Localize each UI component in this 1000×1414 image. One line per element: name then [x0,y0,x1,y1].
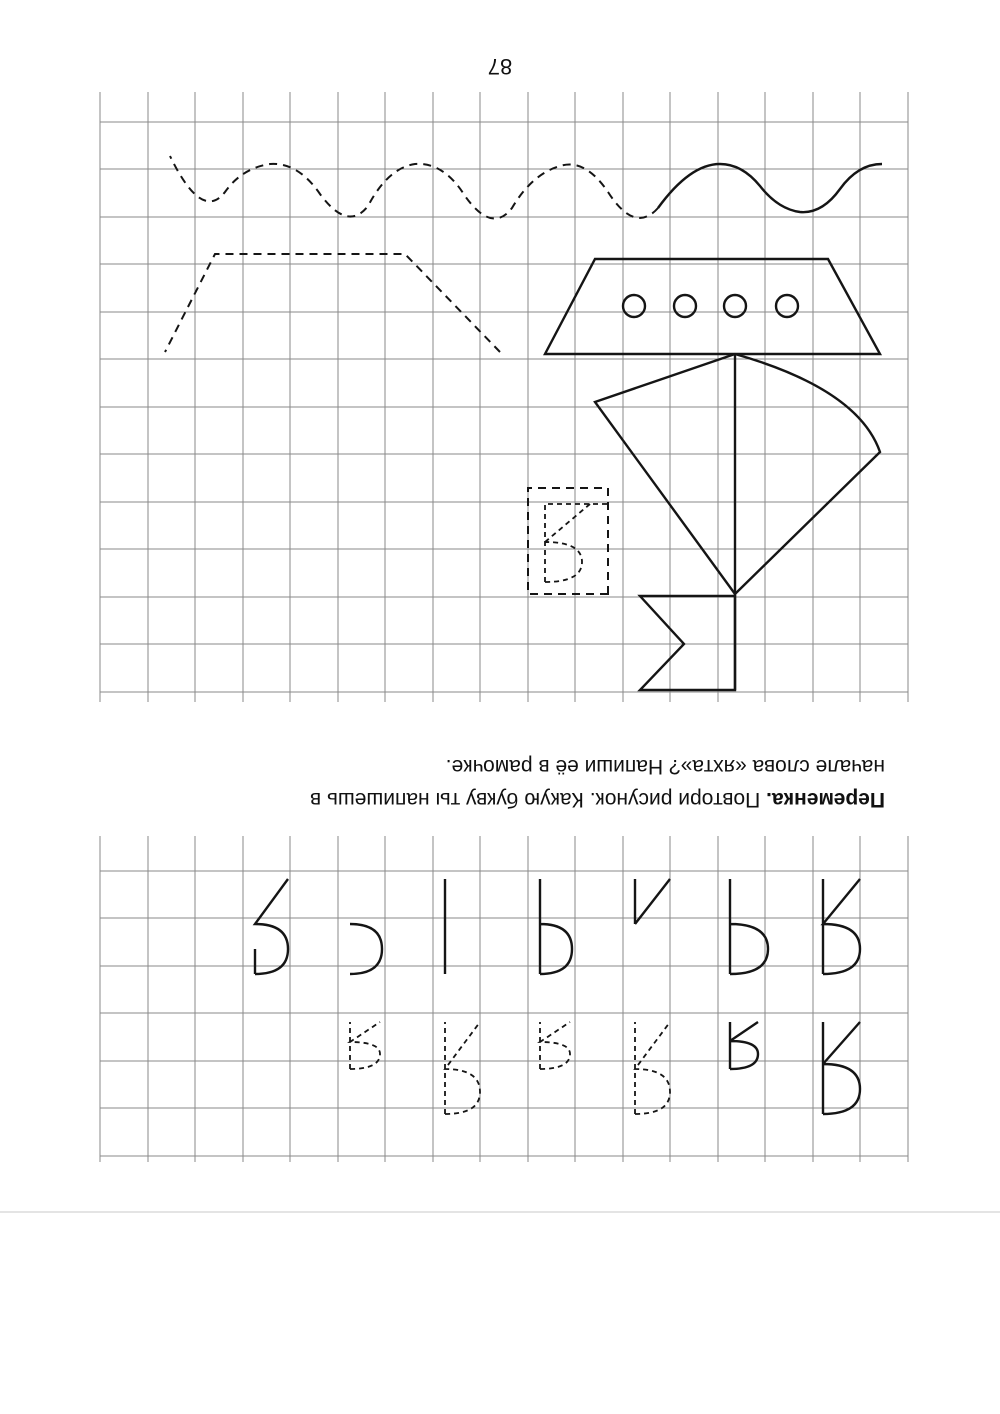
picture-grid [100,92,908,702]
wave-solid [658,164,882,212]
letters-grid [100,836,908,1162]
porthole-icon [674,295,696,317]
letter-row-bottom-dashed [350,1022,860,1114]
letter-ya-dashed-4 [350,1022,380,1069]
letter-ya-part-3 [635,879,670,924]
porthole-icon [724,295,746,317]
letter-ya-solid-1 [823,1022,860,1114]
rotated-page [100,54,908,1162]
porthole-icon [776,295,798,317]
boat-hull [545,259,880,354]
task-title: Переменка. [766,788,885,811]
flag-shape [640,596,735,690]
letter-ya-part-4 [540,879,572,974]
letter-ya-dashed-2 [540,1022,570,1069]
letter-row-top-solid [255,879,860,974]
letter-ya-solid-2 [823,879,860,974]
letter-ya-solid-small [730,1022,758,1069]
frame-letter-guide [545,504,608,582]
letter-ya-part-2 [730,879,768,974]
letter-ya-part-7 [255,879,288,974]
page-number: 87 [487,54,513,79]
dashed-hull-guide [165,254,500,352]
task-text-line-1 [310,788,885,811]
task-text-line-2: начале слова «яхта»? Напиши её в рамочке. [445,755,885,778]
letter-ya-dashed-3 [445,1022,480,1114]
boat-sail [595,354,880,594]
task-instruction: Повтори рисунок. Какую букву ты напишешь в [309,788,767,811]
porthole-icon [623,295,645,317]
letter-ya-dashed-1 [635,1022,670,1114]
